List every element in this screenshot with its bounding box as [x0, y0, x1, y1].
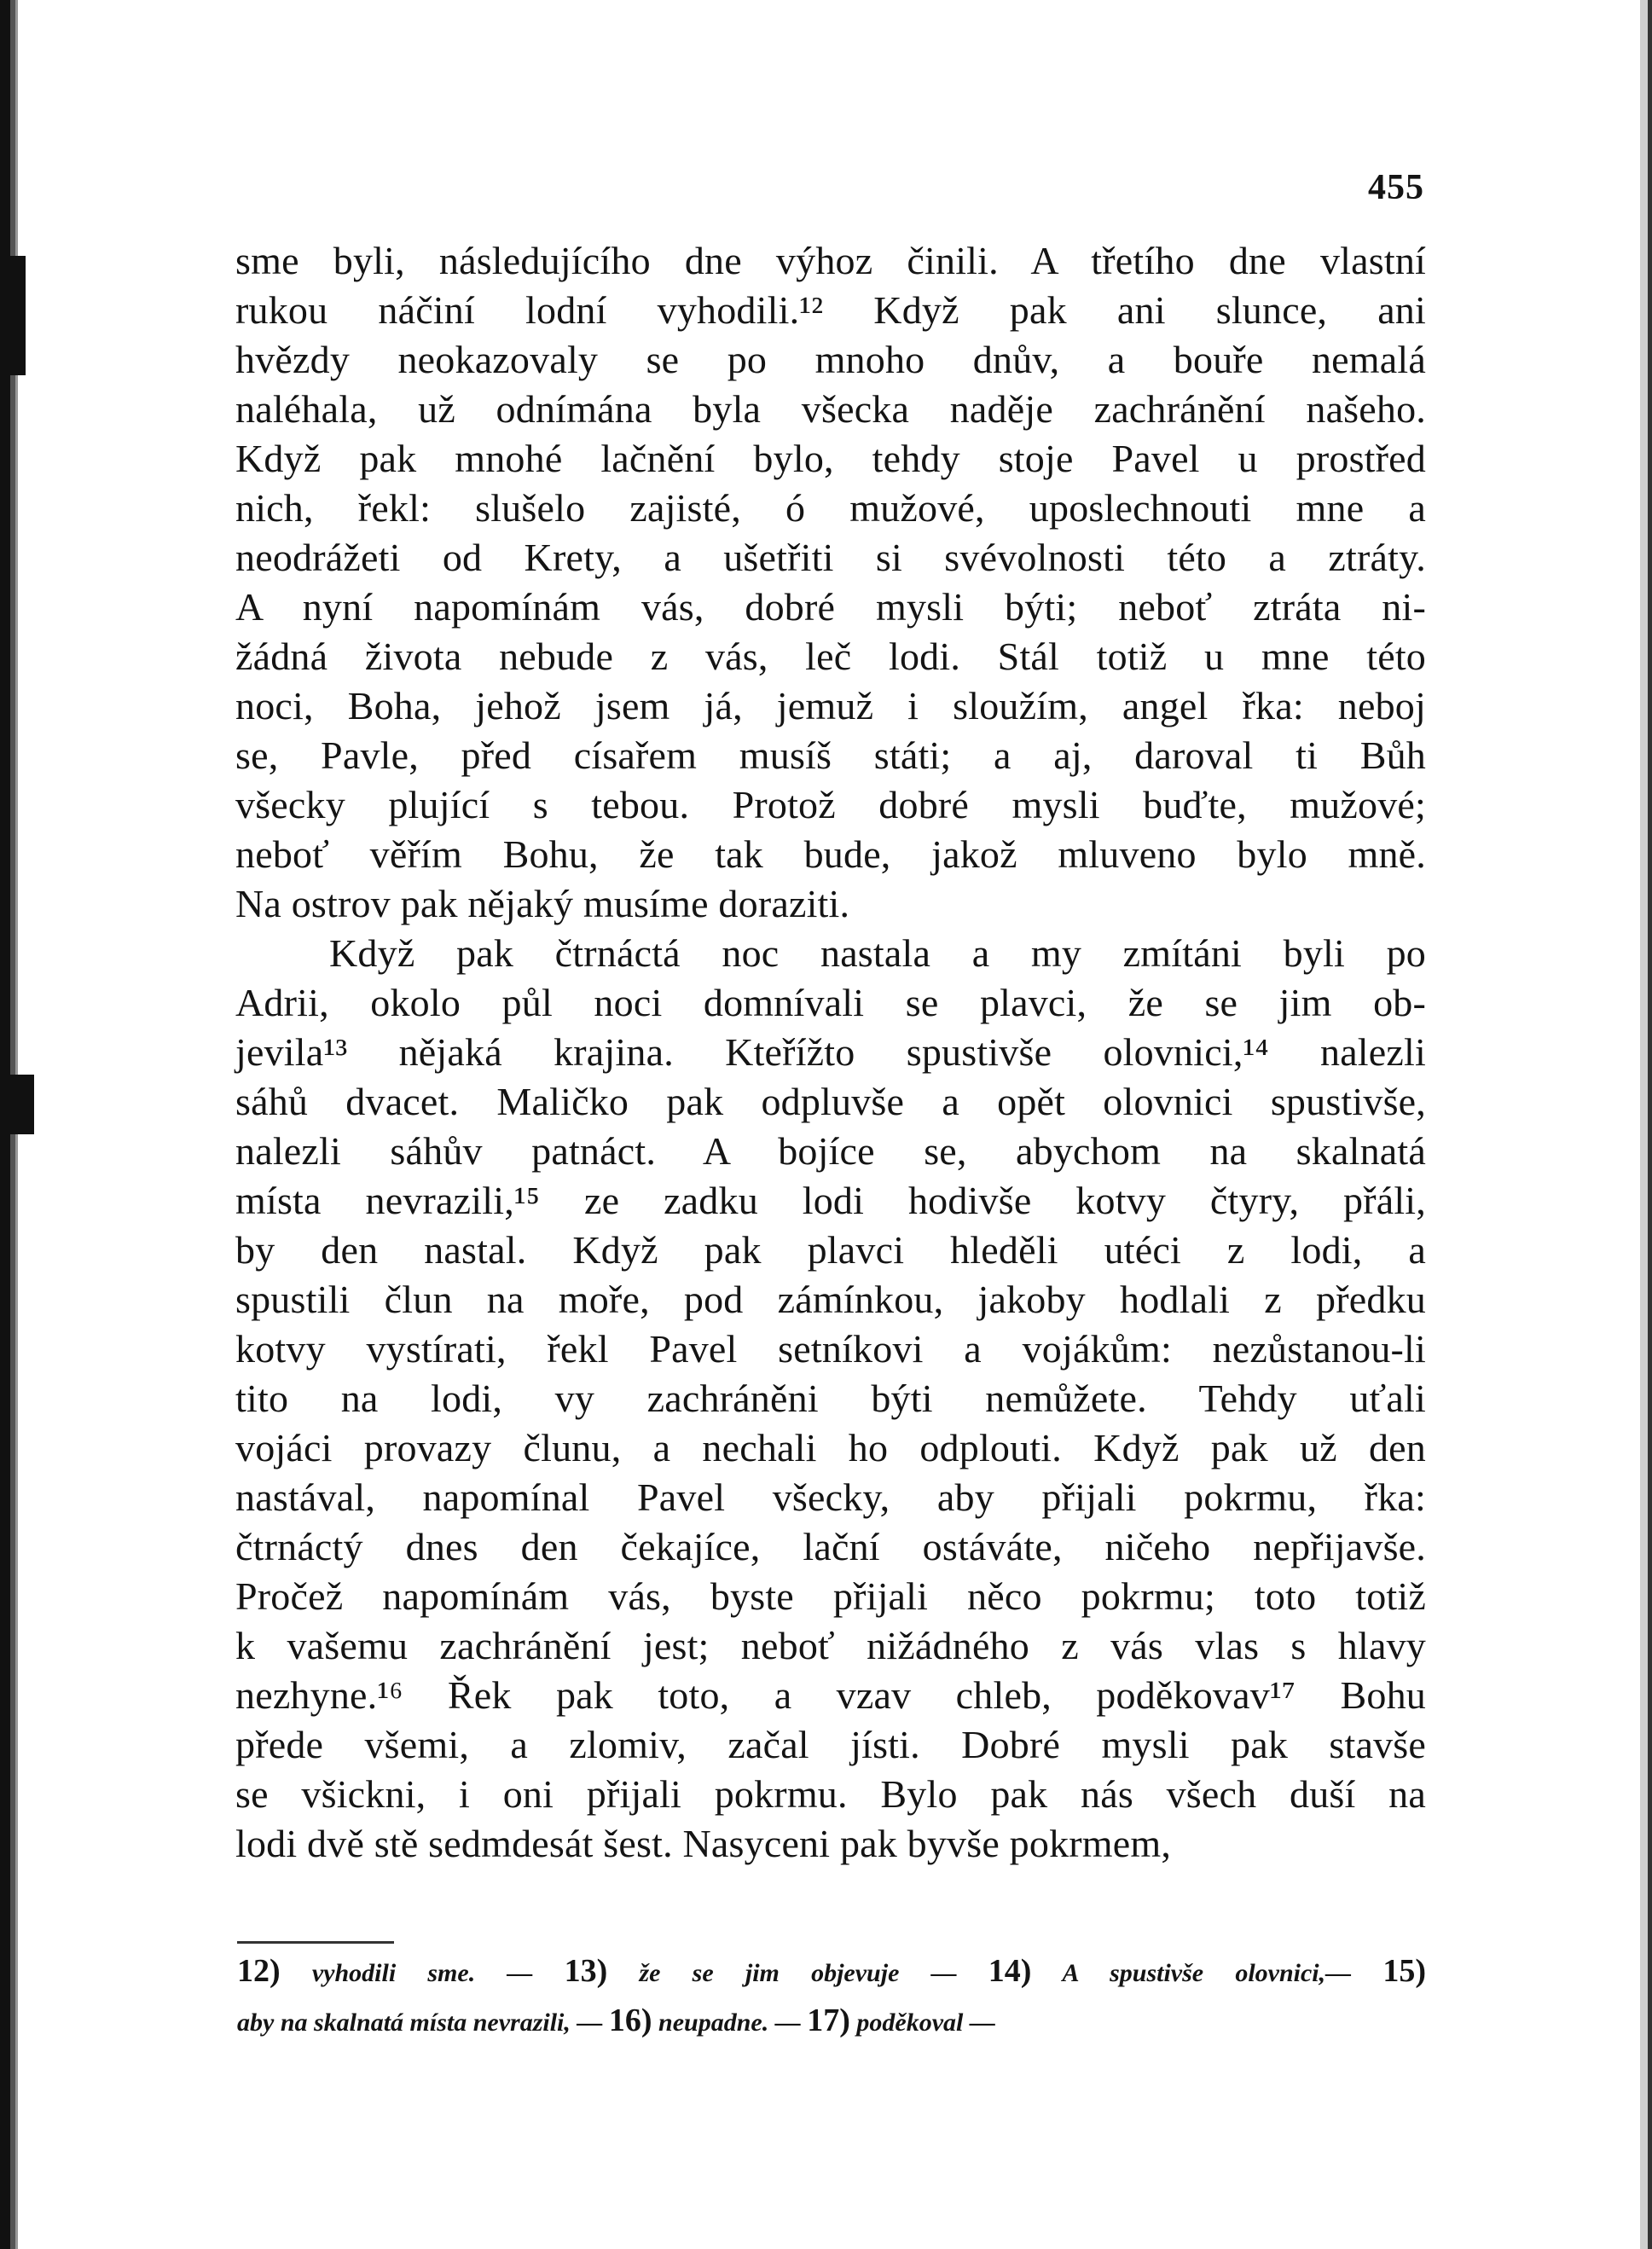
text-line: hvězdy neokazovaly se po mnoho dnův, a bouře nemalá: [235, 338, 1426, 381]
text-line: rukou náčiní lodní vyhodili.¹² Když pak ani slunce, ani: [235, 288, 1426, 332]
text-line: lodi dvě stě sedmdesát šest. Nasyceni pak byvše pokrmem,: [235, 1822, 1172, 1865]
footnote-text: aby na skalnatá místa nevrazili, —: [237, 2008, 603, 2037]
text-line: sme byli, následujícího dne výhoz činili. A třetího dne vlastní: [235, 239, 1426, 282]
text-line: jevila¹³ nějaká krajina. Kteřížto spustivše olovnici,¹⁴ nalezli: [235, 1030, 1426, 1074]
text-line: nezhyne.¹⁶ Řek pak toto, a vzav chleb, poděkovav¹⁷ Bohu: [235, 1673, 1426, 1717]
page-number: 455: [1368, 168, 1424, 207]
body-text: [235, 236, 1426, 1869]
text-line: se všickni, i oni přijali pokrmu. Bylo pak nás všech duší na: [235, 1772, 1426, 1816]
footnote-text: vyhodili sme. —: [311, 1959, 533, 1987]
footnote-number: 16): [608, 2003, 652, 2038]
text-line: Adrii, okolo půl noci domnívali se plavci, že se jim ob-: [235, 981, 1426, 1024]
text-line: tito na lodi, vy zachráněni býti nemůžete. Tehdy uťali: [235, 1377, 1426, 1420]
text-line: kotvy vystírati, řekl Pavel setníkovi a vojákům: nezůstanou-li: [235, 1327, 1426, 1371]
text-line: Na ostrov pak nějaký musíme doraziti.: [235, 882, 850, 925]
spine-mark: [0, 256, 26, 375]
footnote-text: A spustivše olovnici,—: [1062, 1959, 1352, 1987]
text-line: čtrnáctý dnes den čekajíce, lační ostáváte, ničeho nepřijavše.: [235, 1525, 1426, 1568]
text-line: A nyní napomínám vás, dobré mysli býti; neboť ztráta ni-: [235, 585, 1426, 629]
footnote-text: neupadne. —: [658, 2008, 801, 2037]
spine-mark: [0, 1075, 34, 1134]
footnote-line-2: [237, 1996, 1426, 2045]
text-line: žádná života nebude z vás, leč lodi. Stál totiž u mne této: [235, 635, 1426, 678]
text-line: Když pak mnohé lačnění bylo, tehdy stoje Pavel u prostřed: [235, 437, 1426, 480]
footnote-number: 13): [564, 1953, 608, 1989]
text-line: Když pak čtrnáctá noc nastala a my zmítáni byli po: [329, 931, 1426, 975]
page-edge-right: [1648, 0, 1652, 2249]
footnote-text: že se jim objevuje —: [639, 1959, 957, 1987]
page-edge-right-shadow: [1640, 0, 1648, 2249]
text-line: noci, Boha, jehož jsem já, jemuž i sloužím, angel řka: neboj: [235, 684, 1426, 727]
text-line: Pročež napomínám vás, byste přijali něco pokrmu; toto totiž: [235, 1574, 1426, 1618]
footnote-rule: [237, 1941, 394, 1944]
text-line: sáhů dvacet. Maličko pak odpluvše a opět olovnici spustivše,: [235, 1080, 1426, 1123]
text-line: se, Pavle, před císařem musíš státi; a aj, daroval ti Bůh: [235, 733, 1426, 777]
footnote-line-1: [237, 1946, 1426, 1996]
text-line: všecky plující s tebou. Protož dobré mysli buďte, mužové;: [235, 783, 1426, 826]
footnote-number: 15): [1382, 1953, 1426, 1989]
text-line: nalezli sáhův patnáct. A bojíce se, abychom na skalnatá: [235, 1129, 1426, 1173]
footnotes: [237, 1946, 1426, 2045]
text-line: neodrážeti od Krety, a ušetřiti si svévolnosti této a ztráty.: [235, 536, 1426, 579]
text-line: místa nevrazili,¹⁵ ze zadku lodi hodivše kotvy čtyry, přáli,: [235, 1179, 1426, 1222]
text-line: neboť věřím Bohu, že tak bude, jakož mluveno bylo mně.: [235, 832, 1426, 876]
footnote-number: 14): [988, 1953, 1032, 1989]
footnote-text: poděkoval —: [856, 2008, 995, 2037]
text-line: přede všemi, a zlomiv, začal jísti. Dobré mysli pak stavše: [235, 1723, 1426, 1766]
text-line: spustili člun na moře, pod zámínkou, jakoby hodlali z předku: [235, 1278, 1426, 1321]
text-line: by den nastal. Když pak plavci hleděli utéci z lodi, a: [235, 1228, 1426, 1272]
footnote-number: 12): [237, 1953, 281, 1989]
text-line: naléhala, už odnímána byla všecka naděje zachránění našeho.: [235, 387, 1426, 431]
text-line: nich, řekl: slušelo zajisté, ó mužové, uposlechnouti mne a: [235, 486, 1426, 530]
text-line: vojáci provazy člunu, a nechali ho odplouti. Když pak už den: [235, 1426, 1426, 1469]
text-line: nastával, napomínal Pavel všecky, aby přijali pokrmu, řka:: [235, 1475, 1426, 1519]
footnote-number: 17): [807, 2003, 850, 2038]
text-line: k vašemu zachránění jest; neboť nižádného z vás vlas s hlavy: [235, 1624, 1426, 1667]
